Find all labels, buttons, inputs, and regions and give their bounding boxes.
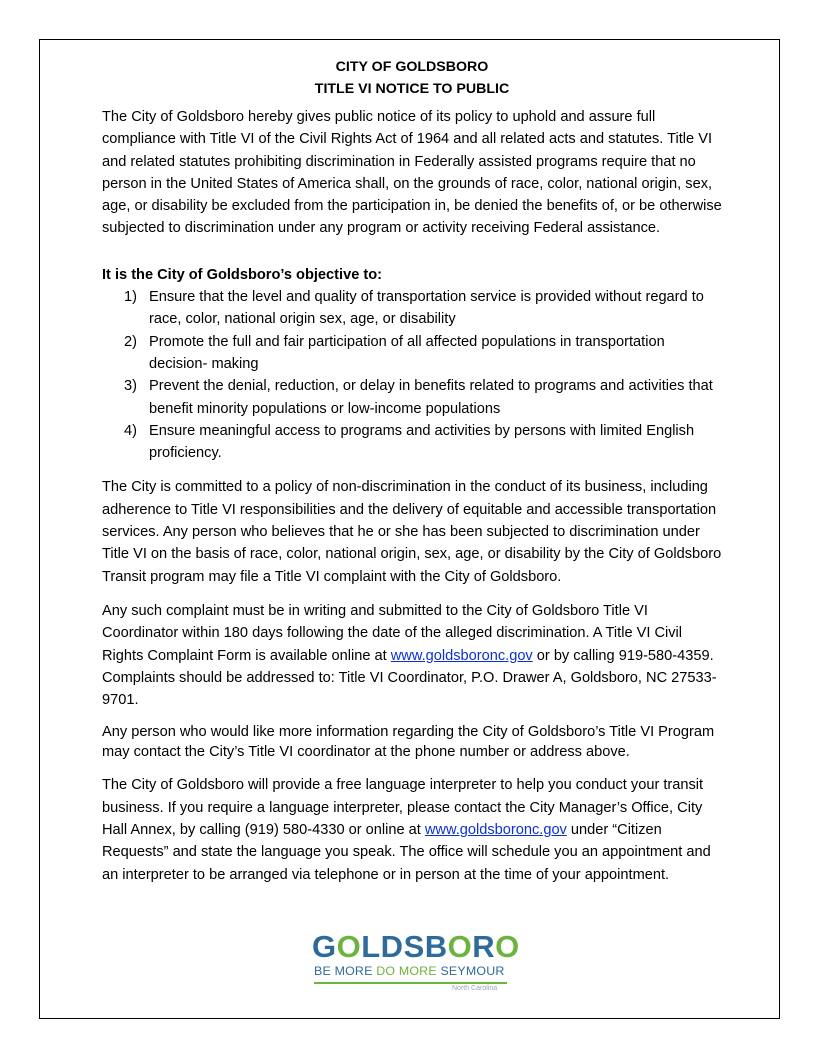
- logo-rule: [314, 982, 507, 984]
- list-item: [102, 286, 722, 331]
- list-text: Ensure that the level and quality of transportation service is provided without regard to race, color, national origin sex, age, or disability: [149, 289, 704, 328]
- logo-tagline: BE MORE DO MORE SEYMOUR: [314, 964, 505, 978]
- objectives-heading: It is the City of Goldsboro’s objective to:: [102, 266, 383, 283]
- list-number: 3): [124, 378, 137, 395]
- title-city: CITY OF GOLDSBORO: [335, 59, 489, 75]
- notice-content: [102, 56, 722, 886]
- list-number: 2): [124, 333, 137, 350]
- website-link[interactable]: www.goldsboronc.gov: [390, 647, 533, 664]
- list-number: 1): [124, 289, 137, 306]
- list-number: 4): [124, 422, 137, 439]
- interpreter-paragraph: The City of Goldsboro will provide a free language interpreter to help you conduct your transit business. If you require a language interpreter, please contact the City Manager’s Office, City Hall Annex, by calling (919) 580-4330 or online at www.goldsboronc.gov under “Citizen Requests” and state the language you speak. The office will schedule you an appointment and an interpreter to be arranged via telephone or in person at the time of your appointment.: [102, 777, 711, 883]
- more-info-paragraph: Any person who would like more information regarding the City of Goldsboro’s Title VI Program may contact the City’s Title VI coordinator at the phone number or address above.: [102, 724, 715, 760]
- list-item: [102, 420, 722, 465]
- policy-paragraph: The City is committed to a policy of non-discrimination in the conduct of its business, including adherence to Title VI responsibilities and the delivery of equitable and accessible transportation services. Any person who believes that he or she has been subjected to discrimination under Title VI on the basis of race, color, national origin, sex, age, or disability by the City of Goldsboro Transit program may file a Title VI complaint with the City of Goldsboro.: [102, 479, 722, 585]
- list-item: [102, 331, 722, 376]
- logo-wordmark: GOLDSBORO: [312, 929, 520, 964]
- list-text: Ensure meaningful access to programs and activities by persons with limited English proficiency.: [149, 422, 695, 462]
- objectives-list: [102, 286, 722, 464]
- goldsboro-logo: [312, 929, 520, 1000]
- list-text: Promote the full and fair participation of all affected populations in transportation decision- making: [149, 333, 665, 372]
- website-link[interactable]: www.goldsboronc.gov: [424, 822, 567, 839]
- intro-paragraph: The City of Goldsboro hereby gives public notice of its policy to uphold and assure full compliance with Title VI of the Civil Rights Act of 1964 and all related acts and statutes. Title VI and related statutes prohibiting discrimination in Federally assisted programs require that no person in the United States of America shall, on the grounds of race, color, national origin, sex, age, or disability be excluded from the participation in, be denied the benefits of, or be otherwise subjected to discrimination under any program or activity receiving Federal assistance.: [102, 109, 722, 237]
- list-text: Prevent the denial, reduction, or delay in benefits related to programs and activities that benefit minority populations or low-income populations: [149, 378, 713, 417]
- logo-state: North Carolina: [452, 985, 498, 992]
- complaint-paragraph: Any such complaint must be in writing and submitted to the City of Goldsboro Title VI Coordinator within 180 days following the date of the alleged discrimination. A Title VI Civil Rights Complaint Form is available online at www.goldsboronc.gov or by calling 919-580-4359. Complaints should be addressed to: Title VI Coordinator, P.O. Drawer A, Goldsboro, NC 27533-9701.: [102, 602, 717, 709]
- list-item: [102, 375, 722, 420]
- title-notice: TITLE VI NOTICE TO PUBLIC: [314, 81, 510, 97]
